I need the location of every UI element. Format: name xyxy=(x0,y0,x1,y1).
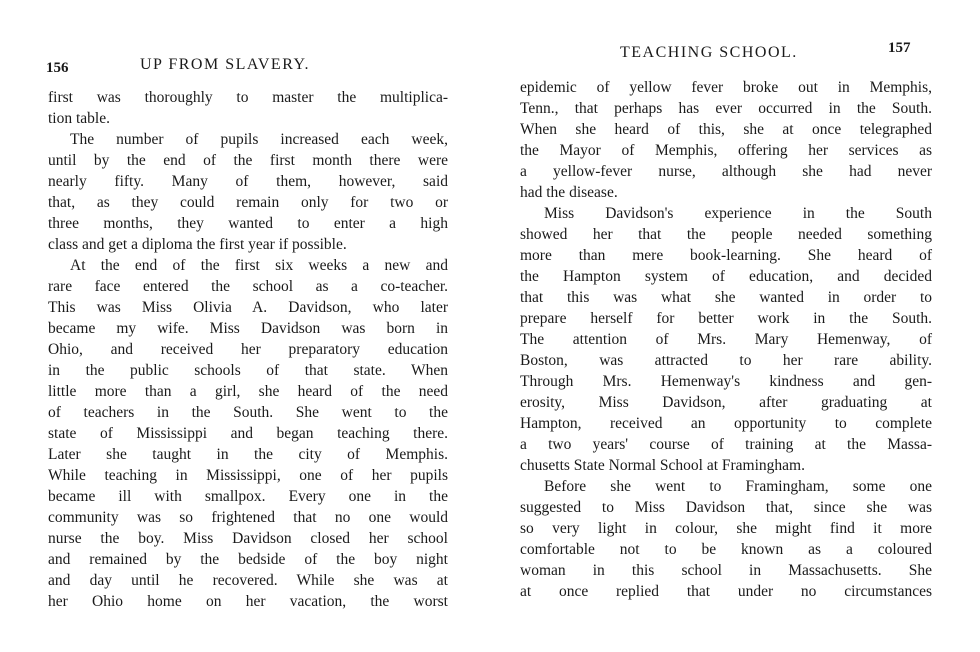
text-line: When she heard of this, she at once telegraphed xyxy=(520,121,932,138)
text-line: rare face entered the school as a co-teacher. xyxy=(48,278,448,295)
text-line: epidemic of yellow fever broke out in Memphis, xyxy=(520,79,932,96)
text-line: Miss Davidson's experience in the South xyxy=(544,205,932,222)
text-line: Ohio, and received her preparatory education xyxy=(48,341,448,358)
text-line: community was so frightened that no one would xyxy=(48,509,448,526)
page-number: 156 xyxy=(46,60,69,76)
text-line: comfortable not to be known as a coloured xyxy=(520,541,932,558)
page-number: 157 xyxy=(888,40,911,56)
text-line: became ill with smallpox. Every one in the xyxy=(48,488,448,505)
text-line: The number of pupils increased each week, xyxy=(70,131,448,148)
text-line: of teachers in the South. She went to the xyxy=(48,404,448,421)
text-line: nearly fifty. Many of them, however, said xyxy=(48,173,448,190)
text-line: chusetts State Normal School at Framingham. xyxy=(520,457,805,474)
running-head: TEACHING SCHOOL. xyxy=(620,44,798,61)
text-line: the Mayor of Memphis, offering her services as xyxy=(520,142,932,159)
text-line: class and get a diploma the first year if possible. xyxy=(48,236,347,253)
text-line: The attention of Mrs. Mary Hemenway, of xyxy=(520,331,932,348)
text-line: Tenn., that perhaps has ever occurred in the South. xyxy=(520,100,932,117)
text-line: woman in this school in Massachusetts. She xyxy=(520,562,932,579)
text-line: that, as they could remain only for two or xyxy=(48,194,448,211)
text-line: Boston, was attracted to her rare ability. xyxy=(520,352,932,369)
text-line: Later she taught in the city of Memphis. xyxy=(48,446,448,463)
text-line: three months, they wanted to enter a high xyxy=(48,215,448,232)
text-line: tion table. xyxy=(48,110,110,127)
text-line: showed her that the people needed something xyxy=(520,226,932,243)
page-body xyxy=(48,87,448,612)
text-line: Before she went to Framingham, some one xyxy=(544,478,932,495)
text-line: more than mere book-learning. She heard of xyxy=(520,247,932,264)
text-line: erosity, Miss Davidson, after graduating at xyxy=(520,394,932,411)
text-line: state of Mississippi and began teaching there. xyxy=(48,425,448,442)
text-line: so very light in colour, she might find it more xyxy=(520,520,932,537)
text-line: that this was what she wanted in order to xyxy=(520,289,932,306)
text-line: Hampton, received an opportunity to complete xyxy=(520,415,932,432)
text-line: the Hampton system of education, and decided xyxy=(520,268,932,285)
text-line: suggested to Miss Davidson that, since she was xyxy=(520,499,932,516)
text-line: nurse the boy. Miss Davidson closed her school xyxy=(48,530,448,547)
text-line: This was Miss Olivia A. Davidson, who later xyxy=(48,299,448,316)
text-line: prepare herself for better work in the South. xyxy=(520,310,932,327)
text-line: and remained by the bedside of the boy night xyxy=(48,551,448,568)
text-line: in the public schools of that state. When xyxy=(48,362,448,379)
text-line: at once replied that under no circumstances xyxy=(520,583,932,600)
text-line: little more than a girl, she heard of the need xyxy=(48,383,448,400)
text-line: a yellow-fever nurse, although she had never xyxy=(520,163,932,180)
text-line: Through Mrs. Hemenway's kindness and gen- xyxy=(520,373,932,390)
text-line: had the disease. xyxy=(520,184,618,201)
text-line: a two years' course of training at the Massa- xyxy=(520,436,932,453)
text-line: and day until he recovered. While she was at xyxy=(48,572,448,589)
text-line: her Ohio home on her vacation, the worst xyxy=(48,593,448,610)
running-head: UP FROM SLAVERY. xyxy=(140,56,310,73)
text-line: While teaching in Mississippi, one of her pupils xyxy=(48,467,448,484)
text-line: became my wife. Miss Davidson was born in xyxy=(48,320,448,337)
page-body xyxy=(520,77,932,602)
text-line: until by the end of the first month there were xyxy=(48,152,448,169)
text-line: first was thoroughly to master the multiplica- xyxy=(48,89,448,106)
right-page xyxy=(490,0,980,652)
text-line: At the end of the first six weeks a new and xyxy=(70,257,448,274)
